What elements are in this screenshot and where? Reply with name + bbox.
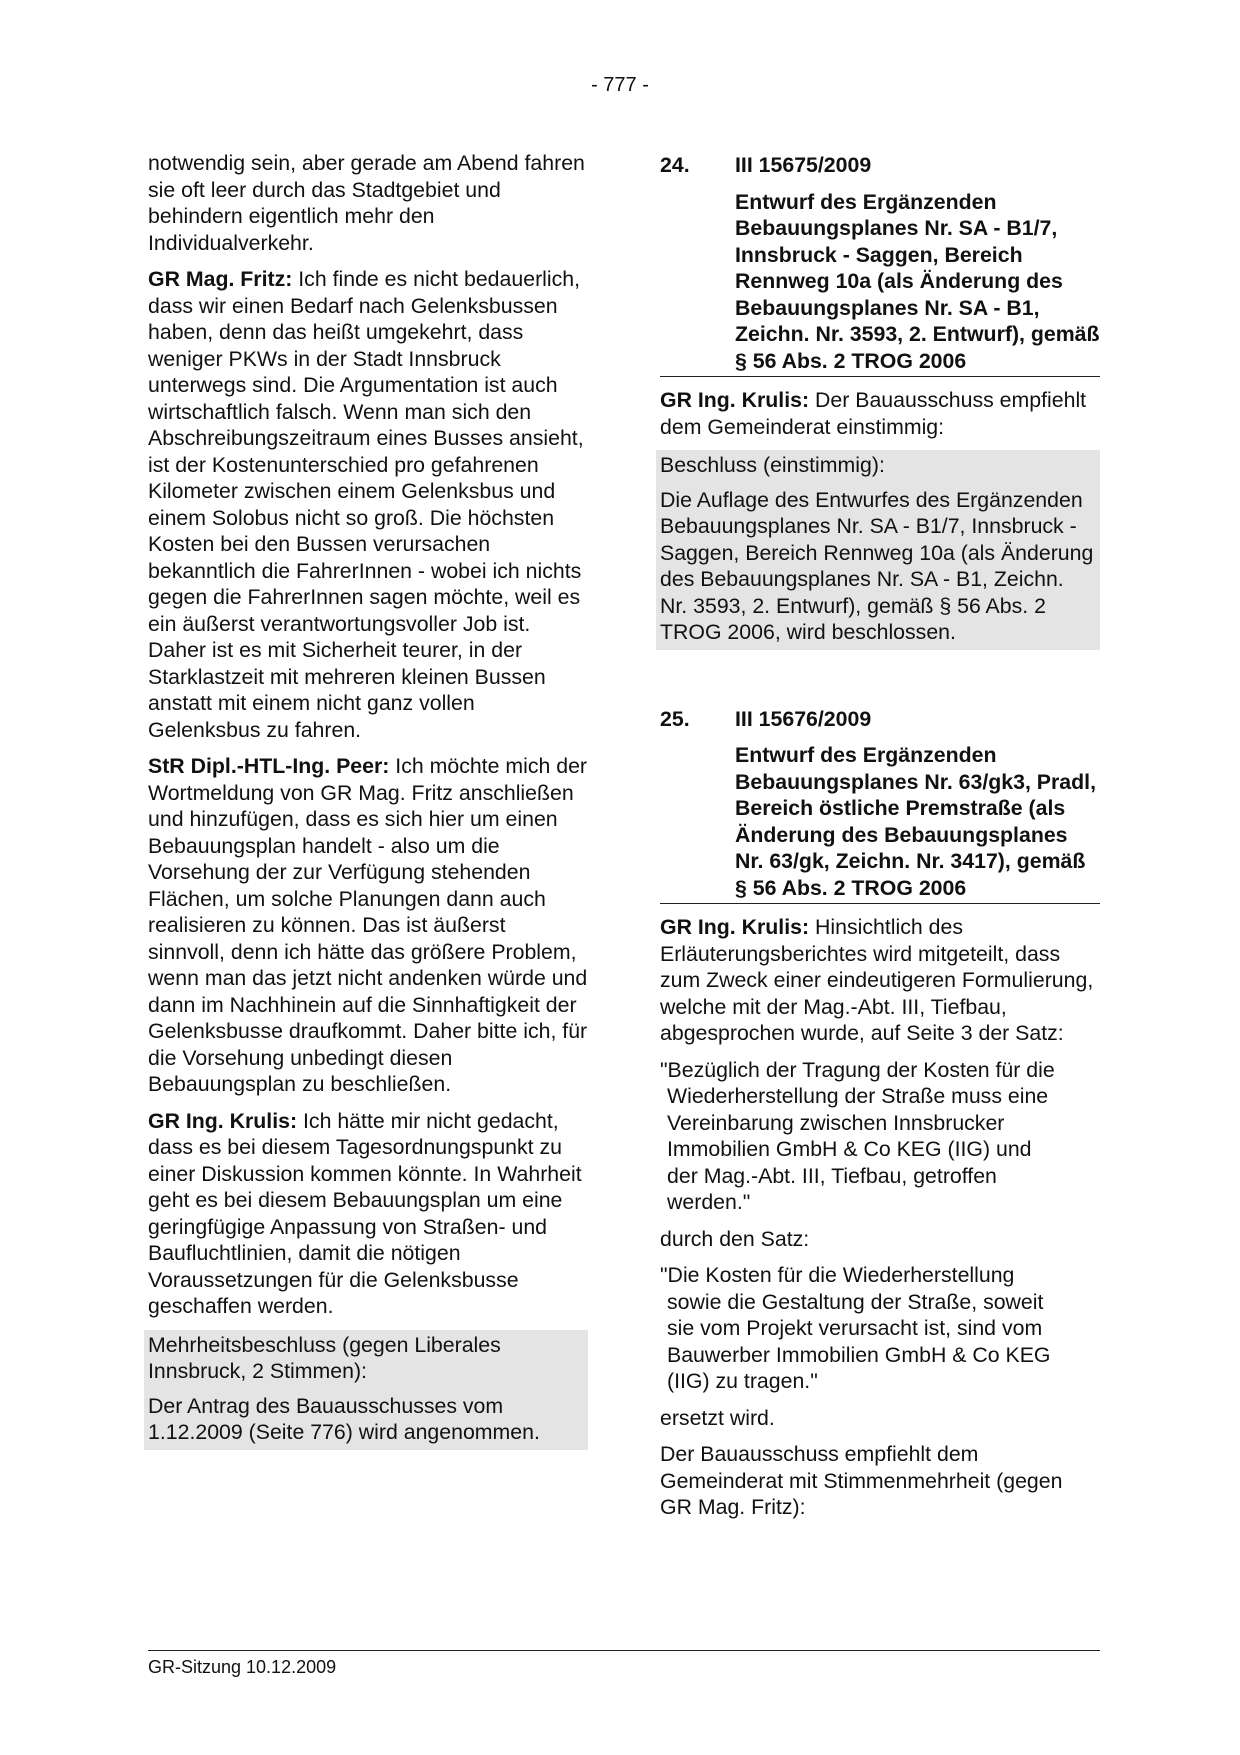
quote-line: Immobilien GmbH & Co KEG (IIG) und — [667, 1137, 1032, 1161]
item-title: Entwurf des Ergänzenden Bebauungsplanes Nr. SA - B1/7, Innsbruck - Saggen, Bereich Rennweg 10a (als Änderung des Bebauungsplanes Nr. SA - B1, Zeichn. Nr. 3593, 2. Entwurf), gemäß § 56 Abs. 2 TROG 2006 — [735, 189, 1100, 373]
right-column — [660, 150, 1100, 1531]
resolution-label: Beschluss (einstimmig): — [660, 453, 885, 477]
resolution-text: Die Auflage des Entwurfes des Ergänzenden Bebauungsplanes Nr. SA - B1/7, Innsbruck - Saggen, Bereich Rennweg 10a (als Änderung des Bebauungsplanes Nr. SA - B1, Zeichn. Nr. 3593, 2. Entwurf), gemäß § 56 Abs. 2 TROG 2006, wird beschlossen. — [660, 487, 1094, 644]
speaker-name: GR Ing. Krulis: — [660, 388, 810, 412]
by-sentence: durch den Satz: — [660, 1226, 810, 1251]
quote-line: der Mag.-Abt. III, Tiefbau, getroffen — [667, 1163, 997, 1188]
recommendation-text: Der Bauausschuss empfiehlt dem Gemeinderat mit Stimmenmehrheit (gegen GR Mag. Fritz): — [660, 1442, 1063, 1519]
speech-peer — [148, 753, 588, 1098]
replaced-text: ersetzt wird. — [660, 1405, 775, 1430]
speaker-name: GR Ing. Krulis: — [660, 915, 810, 939]
item-number: 25. — [660, 706, 690, 731]
left-column — [148, 150, 588, 1450]
speech-text: Ich möchte mich der Wortmeldung von GR Mag. Fritz anschließen und hinzufügen, dass es sich hier um einen Bebauungsplan handelt - also um die Vorsehung der zur Verfügung stehenden Flächen, um solche Planungen dann auch realisieren zu können. Das ist äußerst sinnvoll, denn ich hätte das größere Problem, wenn man das jetzt nicht andenken würde und dann im Nachhinein auf die Sinnhaftigkeit der Gelenksbusse draufkommt. Daher bitte ich, für die Vorsehung unbedingt diesen Bebauungsplan zu beschließen. — [148, 754, 588, 1096]
quote-line: "Bezüglich der Tragung der Kosten für die — [660, 1057, 1055, 1082]
resolution-box — [144, 1330, 588, 1450]
footer-divider — [148, 1650, 1100, 1651]
speech-fritz — [148, 266, 588, 743]
divider — [660, 376, 1100, 377]
agenda-item-25-header — [660, 706, 1100, 733]
quote-line: werden." — [667, 1190, 751, 1214]
quoted-sentence-new — [660, 1262, 1100, 1395]
quote-line: Bauwerber Immobilien GmbH & Co KEG — [667, 1342, 1051, 1367]
resolution-label: Mehrheitsbeschluss (gegen Liberales Innsbruck, 2 Stimmen): — [148, 1332, 501, 1383]
item-reference: III 15676/2009 — [735, 706, 872, 731]
speaker-name: GR Mag. Fritz: — [148, 267, 293, 291]
speech-text: Ich hätte mir nicht gedacht, dass es bei diesem Tagesordnungspunkt zu einer Diskussion kommen könnte. In Wahrheit geht es bei diesem Bebauungsplan um eine geringfügige Anpassung von Straßen- und Baufluchtlinien, damit die nötigen Voraussetzungen für die Gelenksbusse geschaffen werden. — [148, 1108, 582, 1318]
quote-line: Vereinbarung zwischen Innsbrucker — [667, 1110, 1005, 1135]
quote-line: sowie die Gestaltung der Straße, soweit — [667, 1289, 1044, 1314]
item-number: 24. — [660, 153, 690, 177]
quote-line: (IIG) zu tragen." — [667, 1369, 818, 1393]
item-title: Entwurf des Ergänzenden Bebauungsplanes Nr. 63/gk3, Pradl, Bereich östliche Premstraße (als Änderung des Bebauungsplanes Nr. 63/gk, Zeichn. Nr. 3417), gemäß § 56 Abs. 2 TROG 2006 — [735, 743, 1096, 900]
resolution-box — [656, 450, 1100, 650]
agenda-item-24-header — [660, 152, 1100, 179]
quoted-sentence-old — [660, 1057, 1100, 1216]
quote-line: Wiederherstellung der Straße muss eine — [667, 1084, 1049, 1108]
quote-line: sie vom Projekt verursacht ist, sind vom — [667, 1316, 1043, 1340]
speech-krulis — [148, 1108, 588, 1320]
divider — [660, 903, 1100, 904]
speaker-name: StR Dipl.-HTL-Ing. Peer: — [148, 754, 390, 778]
speech-text: Hinsichtlich des Erläuterungsberichtes wird mitgeteilt, dass zum Zweck einer eindeutigeren Formulierung, welche mit der Mag.-Abt. III, Tiefbau, abgesprochen wurde, auf Seite 3 der Satz: — [660, 915, 1094, 1045]
quote-line: "Die Kosten für die Wiederherstellung — [660, 1263, 1015, 1287]
speaker-name: GR Ing. Krulis: — [148, 1108, 298, 1133]
speech-krulis — [660, 914, 1100, 1047]
page-number: - 777 - — [591, 74, 649, 96]
speech-text: Der Bauausschuss empfiehlt dem Gemeinderat einstimmig: — [660, 388, 1087, 439]
paragraph-continuation: notwendig sein, aber gerade am Abend fahren sie oft leer durch das Stadtgebiet und behindern eigentlich mehr den Individualverkehr. — [148, 151, 585, 255]
spacer — [660, 650, 1100, 704]
footer-session-date: GR-Sitzung 10.12.2009 — [148, 1657, 337, 1677]
item-reference: III 15675/2009 — [735, 153, 872, 177]
resolution-text: Der Antrag des Bauausschusses vom 1.12.2009 (Seite 776) wird angenommen. — [148, 1393, 540, 1444]
speech-text: Ich finde es nicht bedauerlich, dass wir einen Bedarf nach Gelenksbussen haben, denn das heißt umgekehrt, dass weniger PKWs in der Stadt Innsbruck unterwegs sind. Die Argumentation ist auch wirtschaftlich falsch. Wenn man sich den Abschreibungszeitraum eines Busses ansieht, ist der Kostenunterschied pro gefahrenen Kilometer zwischen einem Gelenksbus und einem Solobus nicht so groß. Die höchsten Kosten bei den Bussen verursachen bekanntlich die FahrerInnen - wobei ich nichts gegen die FahrerInnen sagen möchte, weil es ein äußerst verantwortungsvoller Job ist. Daher ist es mit Sicherheit teurer, in der Starklastzeit mit mehreren kleinen Bussen anstatt mit einem nicht ganz vollen Gelenksbus zu fahren. — [148, 267, 584, 742]
speech-krulis — [660, 387, 1100, 440]
